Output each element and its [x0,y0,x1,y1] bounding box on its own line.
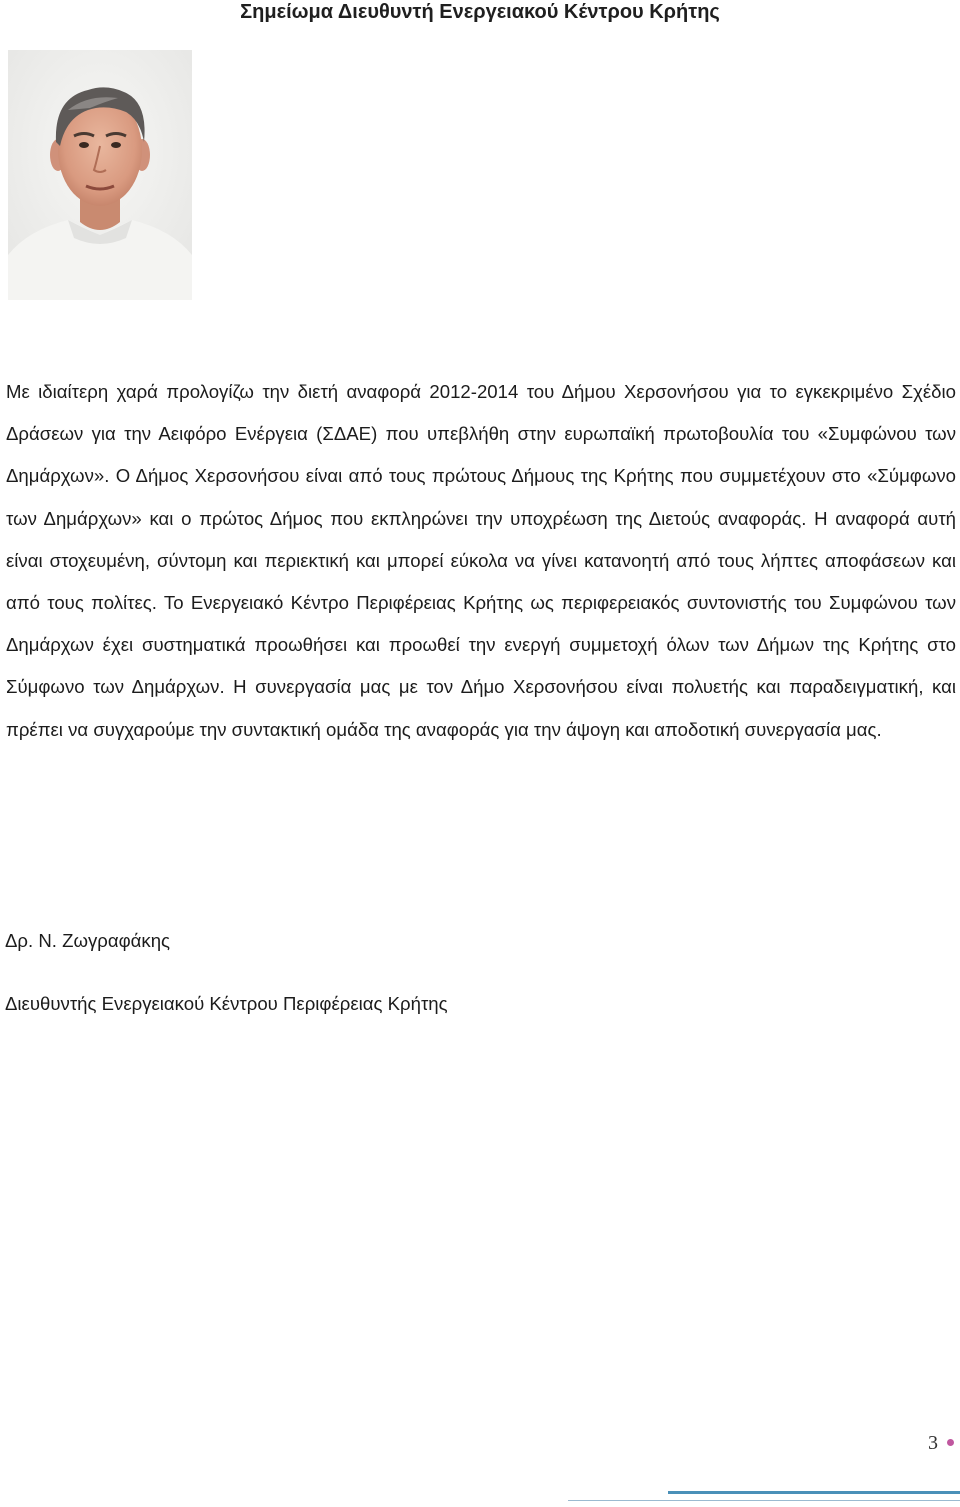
signature-name: Δρ. Ν. Ζωγραφάκης [5,930,170,951]
foreword-paragraph [6,371,956,751]
page-number-dot-icon [947,1439,954,1446]
footer-rule-thick [668,1491,960,1494]
signature-title: Διευθυντής Ενεργειακού Κέντρου Περιφέρειας Κρήτης [5,993,448,1014]
page-number: 3 [928,1432,938,1454]
page-title: Σημείωμα Διευθυντή Ενεργειακού Κέντρου Κρήτης [240,1,720,23]
footer-rule-thin [568,1500,960,1501]
director-portrait-photo [8,50,192,300]
foreword-text: Με ιδιαίτερη χαρά προλογίζω την διετή αναφορά 2012-2014 του Δήμου Χερσονήσου για το εγκεκριμένο Σχέδιο Δράσεων για την Αειφόρο Ενέργεια (ΣΔΑΕ) που υπεβλήθη στην ευρωπαϊκή πρωτοβουλία του «Συμφώνου των Δημάρχων». Ο Δήμος Χερσονήσου είναι από τους πρώτους Δήμους της Κρήτης που συμμετέχουν στο «Σύμφωνο των Δημάρχων» και ο πρώτος Δήμος που εκπληρώνει την υποχρέωση της Διετούς αναφοράς. Η αναφορά αυτή είναι στοχευμένη, σύντομη και περιεκτική και μπορεί εύκολα να γίνει κατανοητή από τους λήπτες αποφάσεων και από τους πολίτες. Το Ενεργειακό Κέντρο Περιφέρειας Κρήτης ως περιφερειακός συντονιστής του Συμφώνου των Δημάρχων έχει συστηματικά προωθήσει και προωθεί την ενεργή συμμετοχή όλων των Δήμων της Κρήτης στο Σύμφωνο των Δημάρχων. Η συνεργασία μας με τον Δήμο Χερσονήσου είναι πολυετής και παραδειγματική, και πρέπει να συγχαρούμε την συντακτική ομάδα της αναφοράς για την άψογη και αποδοτική συνεργασία μας. [6,381,956,740]
